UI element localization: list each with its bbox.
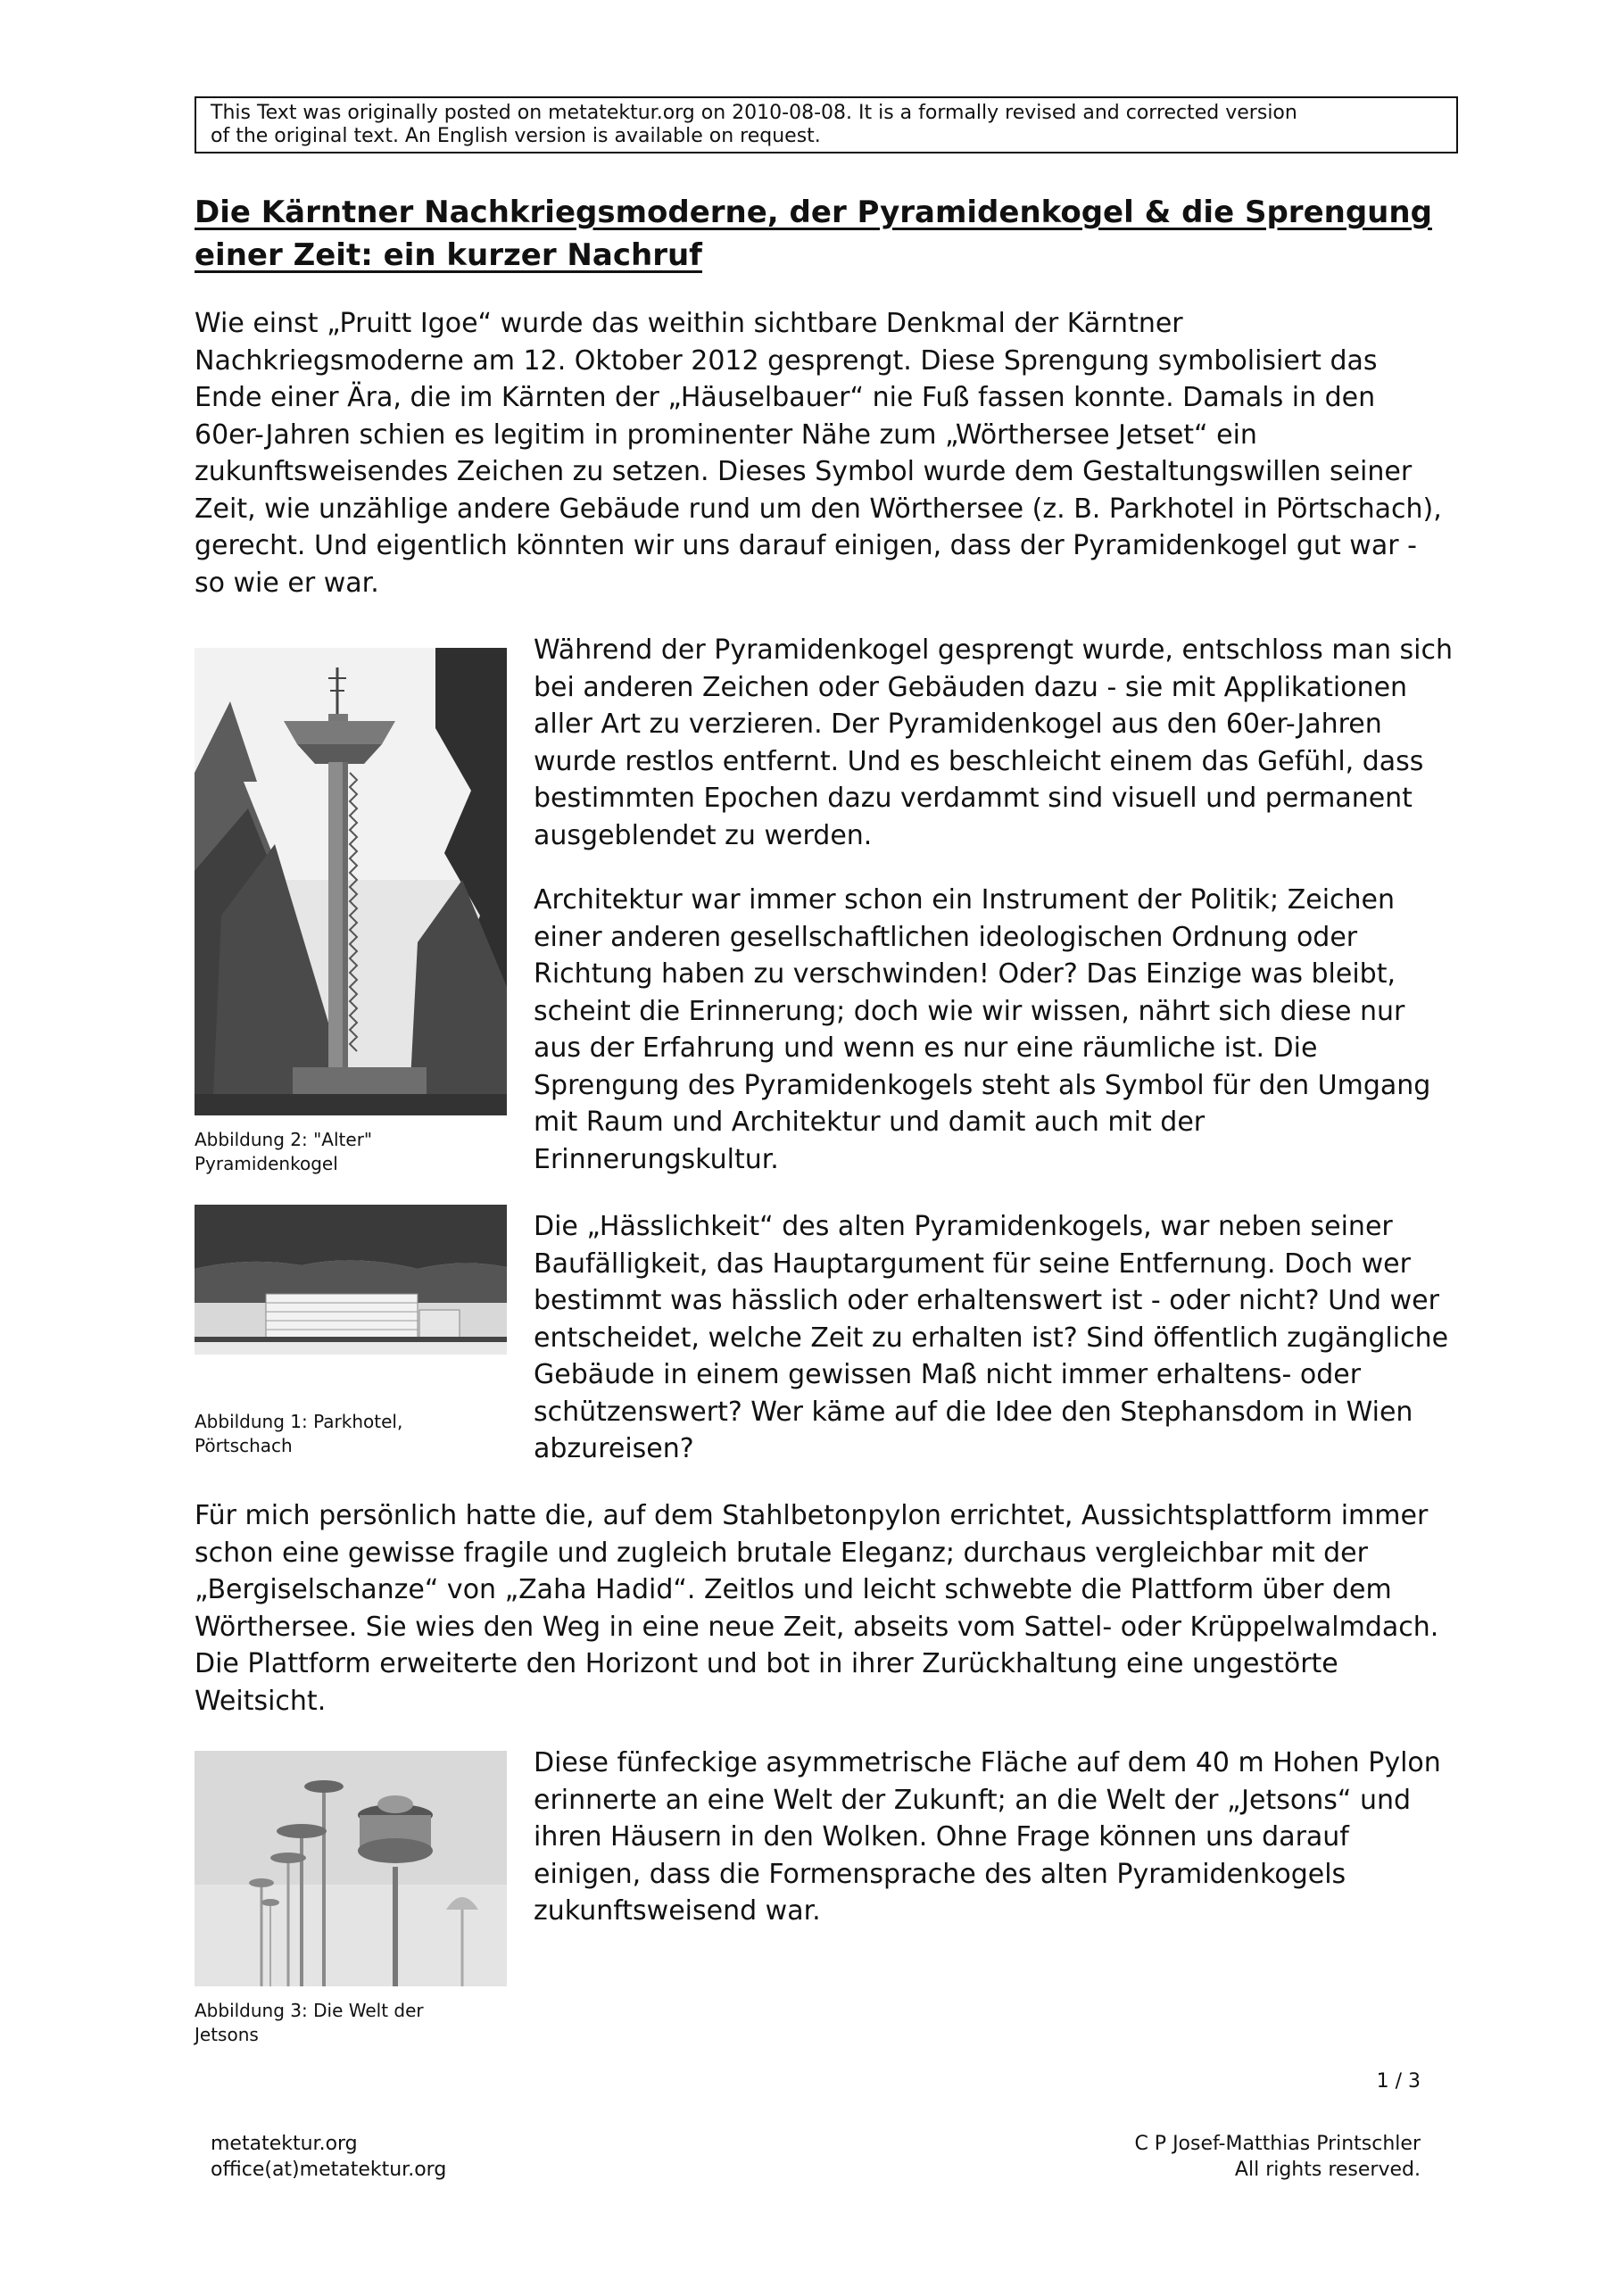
fig1-caption-line-2: Pörtschach: [195, 1435, 293, 1456]
page-number: 1 / 3: [1376, 2070, 1421, 2093]
figure-1-caption: [195, 1410, 489, 1458]
footer-contact: [211, 2131, 446, 2183]
tower-photo: [195, 648, 507, 1115]
fig2-caption-line-1: Abbildung 2: "Alter": [195, 1129, 373, 1150]
copyright-rights: All rights reserved.: [1234, 2159, 1421, 2181]
footer-copyright: [1134, 2131, 1421, 2183]
footer-site-link[interactable]: metatektur.org: [211, 2133, 358, 2155]
figure-jetsons: [195, 1751, 507, 1986]
paragraph-ugliness: Die „Hässlichkeit“ des alten Pyramidenkogels, war neben seiner Baufälligkeit, das Hauptargument für seine Entfernung. Doch wer bestimmt was hässlich oder erhaltenswert ist - oder nicht? Und wer entscheidet, welche Zeit zu erhalten ist? Sind öffentlich zugängliche Gebäude in einem gewissen Maß nicht immer erhaltens- oder schützenswert? Wer käme auf die Idee den Stephansdom in Wien abzureisen?: [534, 1211, 1449, 1464]
parkhotel-photo: [195, 1205, 507, 1355]
paragraph-demolition: Während der Pyramidenkogel gesprengt wurde, entschloss man sich bei anderen Zeichen oder Gebäuden dazu - sie mit Applikationen aller Art zu verzieren. Der Pyramidenkogel aus den 60er-Jahren wurde restlos entfernt. Und es beschleicht einem das Gefühl, dass bestimmten Epochen dazu verdammt sind visuell und permanent ausgeblendet zu werden.: [534, 634, 1453, 851]
notice-line-2: of the original text. An English version is available on request.: [211, 125, 821, 147]
fig3-caption-line-2: Jetsons: [195, 2024, 259, 2045]
jetsons-image: [195, 1751, 507, 1986]
footer-email[interactable]: office(at)metatektur.org: [211, 2159, 447, 2181]
title-line-2: einer Zeit: ein kurzer Nachruf: [195, 237, 702, 273]
figure-2-caption: [195, 1128, 489, 1176]
fig2-caption-line-2: Pyramidenkogel: [195, 1153, 338, 1174]
article-title: [195, 191, 1462, 277]
fig1-caption-line-1: Abbildung 1: Parkhotel,: [195, 1411, 403, 1432]
paragraph-architecture-politics: Architektur war immer schon ein Instrument der Politik; Zeichen einer anderen gesellschaftlichen ideologischen Ordnung oder Richtung haben zu verschwinden! Oder? Das Einzige was bleibt, scheint die Erinnerung; doch wie wir wissen, nährt sich diese nur aus der Erfahrung und wenn es nur eine räumliche ist. Die Sprengung des Pyramidenkogels steht als Symbol für den Umgang mit Raum und Architektur und damit auch mit der Erinnerungskultur.: [534, 884, 1431, 1175]
figure-parkhotel: [195, 1205, 507, 1355]
figure-3-caption: [195, 1999, 489, 2047]
paragraph-intro: Wie einst „Pruitt Igoe“ wurde das weithin sichtbare Denkmal der Kärntner Nachkriegsmoderne am 12. Oktober 2012 gesprengt. Diese Sprengung symbolisiert das Ende einer Ära, die im Kärnten der „Häuselbauer“ nie Fuß fassen konnte. Damals in den 60er-Jahren schien es legitim in prominenter Nähe zum „Wörthersee Jetset“ ein zukunftsweisendes Zeichen zu setzen. Dieses Symbol wurde dem Gestaltungswillen seiner Zeit, wie unzählige andere Gebäude rund um den Wörthersee (z. B. Parkhotel in Pörtschach), gerecht. Und eigentlich könnten wir uns darauf einigen, dass der Pyramidenkogel gut war - so wie er war.: [195, 308, 1442, 599]
copyright-author: C P Josef-Matthias Printschler: [1134, 2133, 1421, 2155]
paragraph-jetsons: Diese fünfeckige asymmetrische Fläche auf dem 40 m Hohen Pylon erinnerte an eine Welt der Zukunft; an die Welt der „Jetsons“ und ihren Häusern in den Wolken. Ohne Frage können uns darauf einigen, dass die Formensprache des alten Pyramidenkogels zukunftsweisend war.: [534, 1747, 1441, 1927]
notice-line-1: This Text was originally posted on metatektur.org on 2010-08-08. It is a formally revised and corrected version: [211, 102, 1297, 124]
fig3-caption-line-1: Abbildung 3: Die Welt der: [195, 2000, 424, 2021]
figure-old-pyramidenkogel: [195, 648, 507, 1115]
notice-box: [195, 96, 1458, 153]
title-line-1: Die Kärntner Nachkriegsmoderne, der Pyramidenkogel & die Sprengung: [195, 195, 1432, 230]
paragraph-platform: Für mich persönlich hatte die, auf dem Stahlbetonpylon errichtet, Aussichtsplattform immer schon eine gewisse fragile und zugleich brutale Eleganz; durchaus vergleichbar mit der „Bergiselschanze“ von „Zaha Hadid“. Zeitlos und leicht schwebte die Plattform über dem Wörthersee. Sie wies den Weg in eine neue Zeit, abseits vom Sattel- oder Krüppelwalmdach. Die Plattform erweiterte den Horizont und bot in ihrer Zurückhaltung eine ungestörte Weitsicht.: [195, 1500, 1439, 1717]
